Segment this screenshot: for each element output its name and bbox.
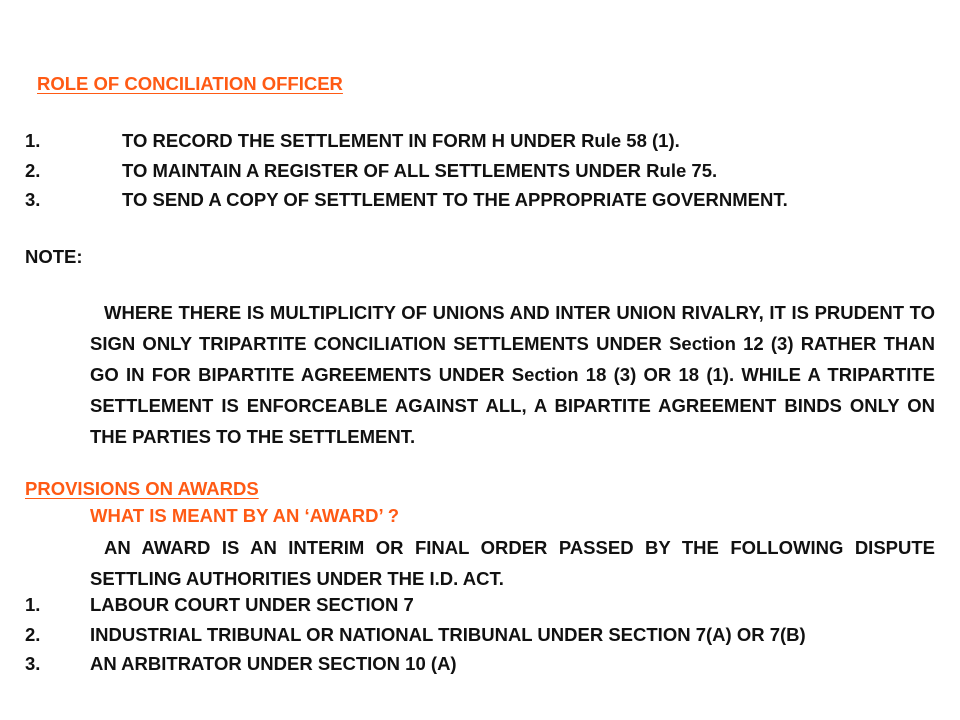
awards-heading: PROVISIONS ON AWARDS (25, 478, 259, 499)
role-item-text: TO RECORD THE SETTLEMENT IN FORM H UNDER Rule 58 (1). (122, 130, 680, 151)
role-item-number: 2. (25, 160, 41, 181)
award-item-text: AN ARBITRATOR UNDER SECTION 10 (A) (90, 653, 457, 674)
role-heading: ROLE OF CONCILIATION OFFICER (37, 73, 343, 94)
award-item-number: 2. (25, 624, 41, 645)
award-item-number: 1. (25, 594, 41, 615)
awards-answer (90, 532, 935, 594)
note-paragraph (90, 297, 935, 452)
role-item-number: 3. (25, 189, 41, 210)
awards-answer-text: AN AWARD IS AN INTERIM OR FINAL ORDER PASSED BY THE FOLLOWING DISPUTE SETTLING AUTHORITIES UNDER THE I.D. ACT. (90, 537, 935, 589)
role-item-text: TO SEND A COPY OF SETTLEMENT TO THE APPROPRIATE GOVERNMENT. (122, 189, 788, 210)
awards-question: WHAT IS MEANT BY AN ‘AWARD’ ? (90, 505, 400, 526)
role-item-text: TO MAINTAIN A REGISTER OF ALL SETTLEMENTS UNDER Rule 75. (122, 160, 718, 181)
role-item-number: 1. (25, 130, 41, 151)
award-item-text: LABOUR COURT UNDER SECTION 7 (90, 594, 414, 615)
note-paragraph-text: WHERE THERE IS MULTIPLICITY OF UNIONS AND INTER UNION RIVALRY, IT IS PRUDENT TO SIGN ONLY TRIPARTITE CONCILIATION SETTLEMENTS UNDER Section 12 (3) RATHER THAN GO IN FOR BIPARTITE AGREEMENTS UNDER Section 18 (3) OR 18 (1). WHILE A TRIPARTITE SETTLEMENT IS ENFORCEABLE AGAINST ALL, A BIPARTITE AGREEMENT BINDS ONLY ON THE PARTIES TO THE SETTLEMENT. (90, 302, 935, 447)
note-label: NOTE: (25, 246, 83, 267)
award-item-number: 3. (25, 653, 41, 674)
award-item-text: INDUSTRIAL TRIBUNAL OR NATIONAL TRIBUNAL UNDER SECTION 7(A) OR 7(B) (90, 624, 806, 645)
